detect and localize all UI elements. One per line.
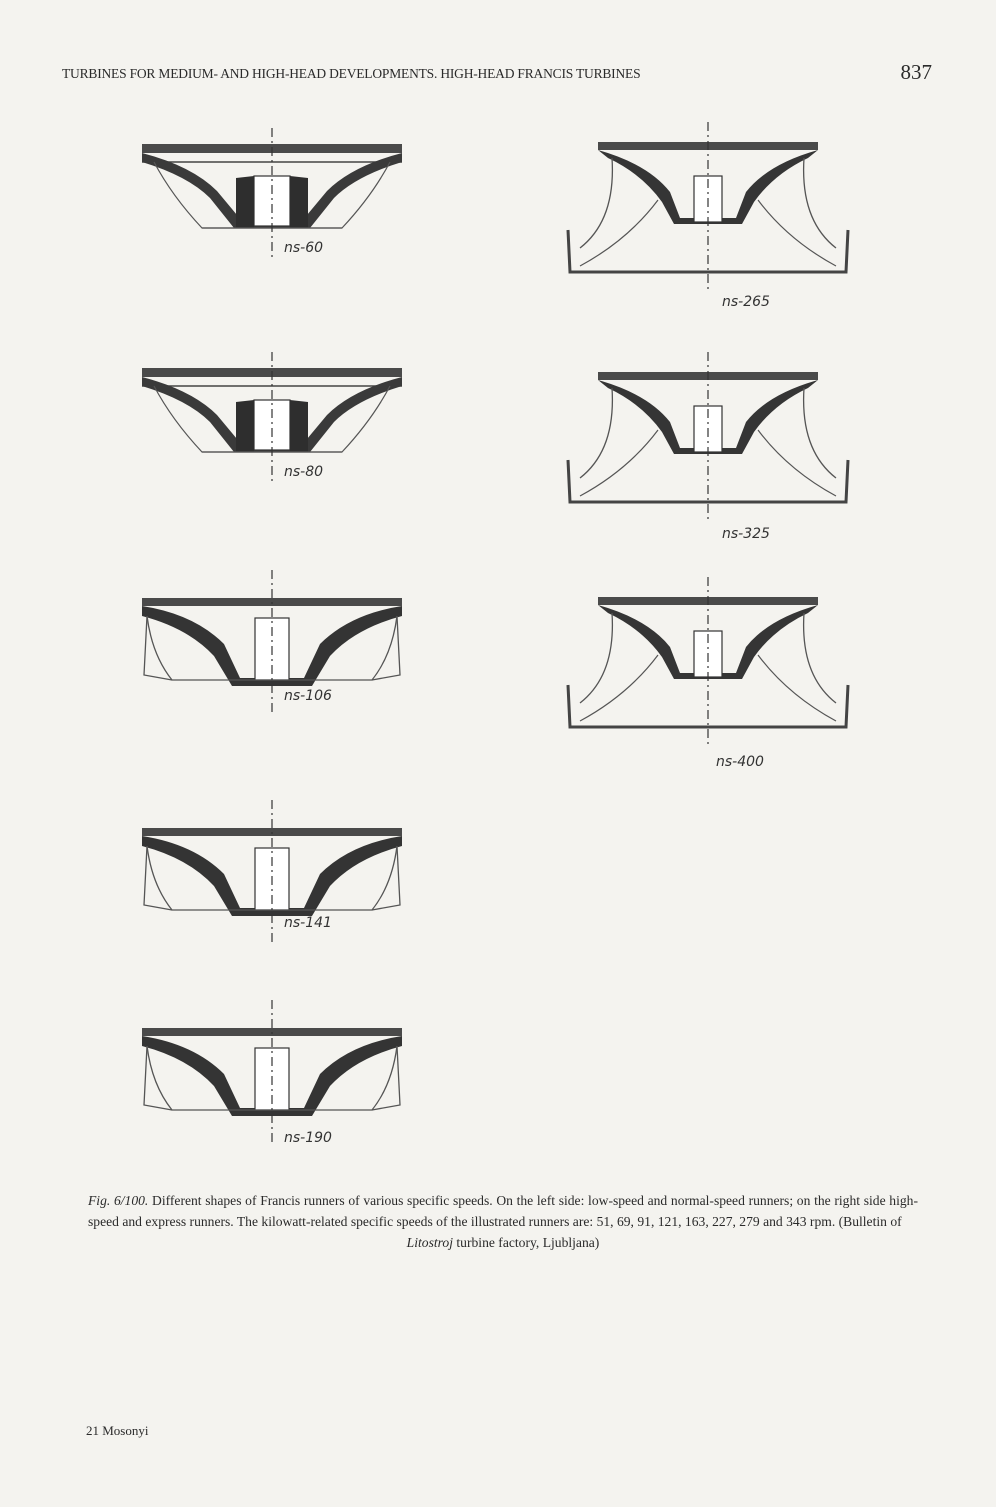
runner-label-400: ns-400 [716,754,764,770]
caption-source-line [88,1232,918,1253]
runner-label-190: ns-190 [284,1130,332,1146]
runner-label-60: ns-60 [284,240,324,256]
runner-label-80: ns-80 [284,464,324,480]
caption-fig-ref: Fig. 6/100. [88,1193,149,1208]
runner-drawing-325 [568,352,848,520]
runner-drawing-141 [142,800,402,944]
runner-label-106: ns-106 [284,688,332,704]
caption-source-rest: turbine factory, Ljubljana) [453,1235,600,1250]
page-signature: 21 Mosonyi [86,1423,149,1438]
runner-drawing-265 [568,122,848,290]
runner-drawing-60 [142,128,402,261]
runner-label-141: ns-141 [284,915,332,931]
runner-label-325: ns-325 [722,526,770,542]
runner-drawing-190 [142,1000,402,1144]
caption-source-name: Litostroj [406,1235,453,1250]
runner-drawing-400 [568,577,848,745]
runner-drawing-80 [142,352,402,485]
runner-label-265: ns-265 [722,294,770,310]
page-number: 837 [900,60,932,84]
running-title: TURBINES FOR MEDIUM- AND HIGH-HEAD DEVELOPMENTS. HIGH-HEAD FRANCIS TURBINES [62,66,641,81]
runner-drawing-106 [142,570,402,714]
caption-text: Different shapes of Francis runners of various specific speeds. On the left side: low-speed and normal-speed runners; on the right side high-speed and express runners. The kilowatt-related specific speeds of the illustrated runners are: 51, 69, 91, 121, 163, 227, 279 and 343 rpm. (Bulletin of [88,1193,918,1229]
figure-caption [88,1190,918,1253]
